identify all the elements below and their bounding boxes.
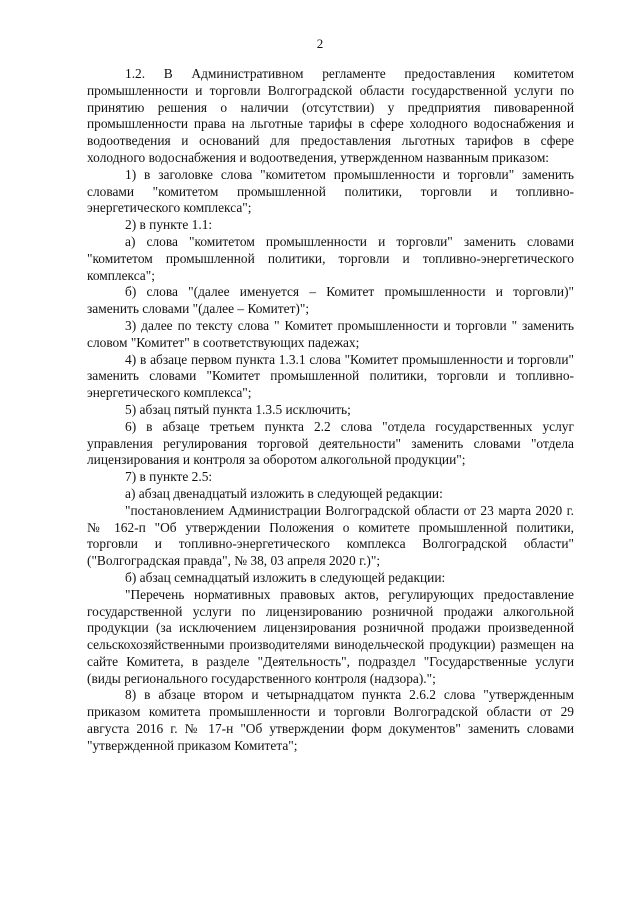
paragraph-item-7a: а) абзац двенадцатый изложить в следующей редакции: [125, 485, 443, 501]
paragraph-item-5: 5) абзац пятый пункта 1.3.5 исключить; [125, 401, 351, 417]
paragraph-item-7b-text: "Перечень нормативных правовых актов, регулирующих предоставление государственной услуги по лицензированию розничной продажи алкогольной продукции (за исключением лицензирования розничной продажи произведенной сельскохозяйственными производителями винодельческой продукции) размещен на сайте Комитета, в разделе "Деятельность", подраздел "Государственные услуги (виды регионального государственного контроля (надзора)."; [87, 586, 574, 686]
page-number: 2 [316, 36, 324, 51]
paragraph-item-2: 2) в пункте 1.1: [125, 217, 213, 233]
paragraph-item-3: 3) далее по тексту слова " Комитет промышленности и торговли " заменить словом "Комитет" в соответствующих падежах; [87, 317, 574, 350]
paragraph-item-4: 4) в абзаце первом пункта 1.3.1 слова "Комитет промышленности и торговли" заменить словами "Комитет промышленной политики, торговли и топливно-энергетического комплекса"; [87, 351, 574, 401]
paragraph-1-2-intro: 1.2. В Административном регламенте предоставления комитетом промышленности и торговли Волгоградской области государственной услуги по принятию решения о наличии (отсутствии) у предприятия пивоваренной промышленности права на льготные тарифы в сфере холодного водоснабжения и водоотведения и оснований для предоставления льготных тарифов в сфере холодного водоснабжения и водоотведения, утвержденном названным приказом: [87, 66, 574, 165]
paragraph-item-7b: б) абзац семнадцатый изложить в следующей редакции: [125, 569, 446, 585]
document-body [87, 66, 574, 755]
paragraph-item-7: 7) в пункте 2.5: [125, 469, 213, 485]
paragraph-item-1: 1) в заголовке слова "комитетом промышленности и торговли" заменить словами "комитетом промышленной политики, торговли и топливно-энергетического комплекса"; [87, 166, 574, 216]
paragraph-item-2b: б) слова "(далее именуется – Комитет промышленности и торговли)" заменить словами "(далее – Комитет)"; [87, 284, 574, 317]
paragraph-item-6: 6) в абзаце третьем пункта 2.2 слова "отдела государственных услуг управления регулирования торговой деятельности" заменить словами "отдела лицензирования и контроля за оборотом алкогольной продукции"; [87, 418, 574, 468]
paragraph-item-2a: а) слова "комитетом промышленности и торговли" заменить словами "комитетом промышленной политики, торговли и топливно-энергетического комплекса"; [87, 233, 574, 283]
paragraph-item-8: 8) в абзаце втором и четырнадцатом пункта 2.6.2 слова "утвержденным приказом комитета промышленности и торговли Волгоградской области от 29 августа 2016 г. № 17-н "Об утверждении форм документов" заменить словами "утвержденной приказом Комитета"; [87, 687, 574, 753]
paragraph-item-7a-text: "постановлением Администрации Волгоградской области от 23 марта 2020 г. № 162-п "Об утверждении Положения о комитете промышленной политики, торговли и топливно-энергетического комплекса Волгоградской области" ("Волгоградская правда", № 38, 03 апреля 2020 г.)"; [87, 502, 574, 569]
